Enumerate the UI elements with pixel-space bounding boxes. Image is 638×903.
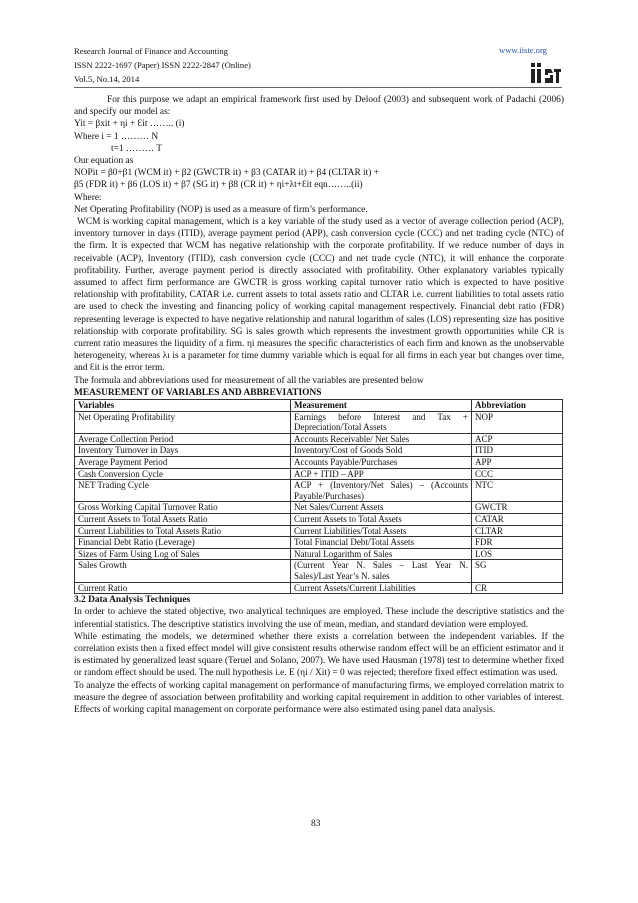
equation-line-2: β5 (FDR it) + β6 (LOS it) + β7 (SG it) + β8 (CR it) + ηi+λt+Ɛit eqn……..(ii) [74,180,363,191]
paragraph-analysis: To analyze the effects of working capital management on performance of manufacturing firms, we employed correlation matrix to measure the degree of association between profitability and working capital requirement in addition to other variables of interest. Effects of working capital management on corporate performance were also estimated using panel data analysis. [74,680,564,715]
cell-abbreviation: LOS [472,548,563,560]
header-variables: Variables [75,400,291,412]
measurement-table [74,399,563,594]
table-row [75,411,563,433]
header-measurement: Measurement [291,400,472,412]
cell-variable: Average Collection Period [75,433,291,445]
cell-variable: Cash Conversion Cycle [75,468,291,480]
table-title: MEASUREMENT OF VARIABLES AND ABBREVIATIONS [74,387,322,398]
model-equation: Yit = βxit + ηi + Ɛit …….. (i) [74,119,185,130]
table-row [75,548,563,560]
table-row [75,445,563,457]
cell-abbreviation: CATAR [472,514,563,526]
cell-measurement: Current Assets/Current Liabilities [291,582,472,594]
nop-definition: Net Operating Profitability (NOP) is used as a measure of firm’s performance. [74,204,368,215]
cell-variable: Net Operating Profitability [75,411,291,433]
cell-variable: Average Payment Period [75,457,291,469]
cell-abbreviation: FDR [472,537,563,549]
journal-name: Research Journal of Finance and Accounting [74,46,228,56]
issn-line: ISSN 2222-1697 (Paper) ISSN 2222-2847 (Online) [74,60,251,70]
our-equation-label: Our equation as [74,156,134,167]
table-row [75,582,563,594]
cell-measurement: Current Liabilities/Total Assets [291,525,472,537]
cell-variable: Current Liabilities to Total Assets Ratio [75,525,291,537]
cell-measurement: Accounts Payable/Purchases [291,457,472,469]
cell-measurement: ACP + ITID – APP [291,468,472,480]
volume-line: Vol.5, No.14, 2014 [74,74,140,84]
cell-variable: NET Trading Cycle [75,480,291,502]
section-heading: 3.2 Data Analysis Techniques [74,595,191,606]
cell-abbreviation: GWCTR [472,502,563,514]
table-row [75,433,563,445]
cell-abbreviation: CCC [472,468,563,480]
table-row [75,537,563,549]
table-row [75,480,563,502]
equation-line-1: NOPit = β0+β1 (WCM it) + β2 (GWCTR it) + β3 (CATAR it) + β4 (CLTAR it) + [74,168,380,179]
cell-abbreviation: NOP [472,411,563,433]
table-row [75,502,563,514]
paragraph-techniques: In order to achieve the stated objective, two analytical techniques are employed. These include the descriptive statistics and the inferential statistics. The descriptive statistics involving the use of mean, median, and standard deviation were employed. [74,607,564,630]
cell-variable: Gross Working Capital Turnover Ratio [75,502,291,514]
where-label: Where: [74,192,102,203]
page-number: 83 [311,819,321,829]
journal-url-link[interactable]: www.iiste.org [499,45,547,55]
cell-abbreviation: CLTAR [472,525,563,537]
table-row [75,457,563,469]
cell-measurement: Total Financial Debt/Total Assets [291,537,472,549]
cell-abbreviation: NTC [472,480,563,502]
cell-abbreviation: SG [472,560,563,582]
cell-abbreviation: ACP [472,433,563,445]
paragraph-estimation: While estimating the models, we determined whether there exists a correlation between the independent variables. If the correlation exists then a fixed effect model will give consistent results otherwise random effect will be an efficient estimator and it is estimated by generalized least square (Teruel and Solano, 2007). We have used Hausman (1978) test to determine whether fixed or random effect should be used. The null hypothesis i.e. E (ηi / Xit) = 0 was rejected; therefore fixed effect estimation was used. [74,631,564,679]
cell-measurement: Natural Logarithm of Sales [291,548,472,560]
cell-measurement: Earnings before Interest and Tax + Depreciation/Total Assets [291,411,472,433]
cell-variable: Current Ratio [75,582,291,594]
table-row [75,514,563,526]
table-row [75,525,563,537]
where-t: t=1 ……… T [111,143,162,154]
cell-variable: Inventory Turnover in Days [75,445,291,457]
where-i: Where i = 1 ……… N [74,131,159,142]
formula-intro: The formula and abbreviations used for measurement of all the variables are presented below [74,375,424,386]
header-abbreviation: Abbreviation [472,400,563,412]
cell-measurement: Inventory/Cost of Goods Sold [291,445,472,457]
iiste-logo [529,61,562,85]
table-row [75,560,563,582]
cell-measurement: Accounts Receivable/ Net Sales [291,433,472,445]
cell-measurement: (Current Year N. Sales – Last Year N. Sales)/Last Year’s N. sales [291,560,472,582]
cell-measurement: ACP + (Inventory/Net Sales) – (Accounts Payable/Purchases) [291,480,472,502]
header-rule [74,87,562,88]
cell-measurement: Current Assets to Total Assets [291,514,472,526]
paper-body [74,94,564,716]
cell-abbreviation: APP [472,457,563,469]
table-row [75,468,563,480]
cell-variable: Financial Debt Ratio (Leverage) [75,537,291,549]
table-header-row [75,400,563,412]
cell-variable: Sizes of Farm Using Log of Sales [75,548,291,560]
cell-measurement: Net Sales/Current Assets [291,502,472,514]
cell-variable: Current Assets to Total Assets Ratio [75,514,291,526]
wcm-paragraph: WCM is working capital management, which is a key variable of the study used as a vector of average collection period (ACP), inventory turnover in days (ITID), average payment period (APP), cash conversion cycle (CCC) and net trading cycle (NTC) of the firm. It is expected that WCM has negative relationship with the corporate profitability. If we reduce number of days in receivable (ACP), Inventory (ITID), cash conversion cycle (CCC) and net trade cycle (NTC), it will enhance the corporate profitability. Further, average payment period is directly associated with profitability. Other explanatory variables typically assumed to affect firm performance are GWCTR is gross working capital turnover ratio which is expected to have positive relationship with profitability, CATAR i.e. current assets to total assets ratio and CLTAR i.e. current liabilities to total assets ratio are used to check the investing and financing policy of working capital management respectively. Financial debt ratio (FDR) representing leverage is expected to have negative relationship and natural logarithm of sales (LOS) representing size has positive relationship with corporate profitability. SG is sales growth which represents the investment growth opportunities while CR is current ratio measures the liquidity of a firm. ηi measures the specific characteristics of each firm and known as the unobservable heterogeneity, whereas λı is a parameter for time dummy variable which is equal for all firms in each year but changes over time, and Ɛit is the error term. [74,217,564,374]
cell-variable: Sales Growth [75,560,291,582]
cell-abbreviation: CR [472,582,563,594]
cell-abbreviation: ITID [472,445,563,457]
intro-paragraph: For this purpose we adapt an empirical framework first used by Deloof (2003) and subsequent work of Padachi (2006) and specify our model as: [74,95,564,118]
